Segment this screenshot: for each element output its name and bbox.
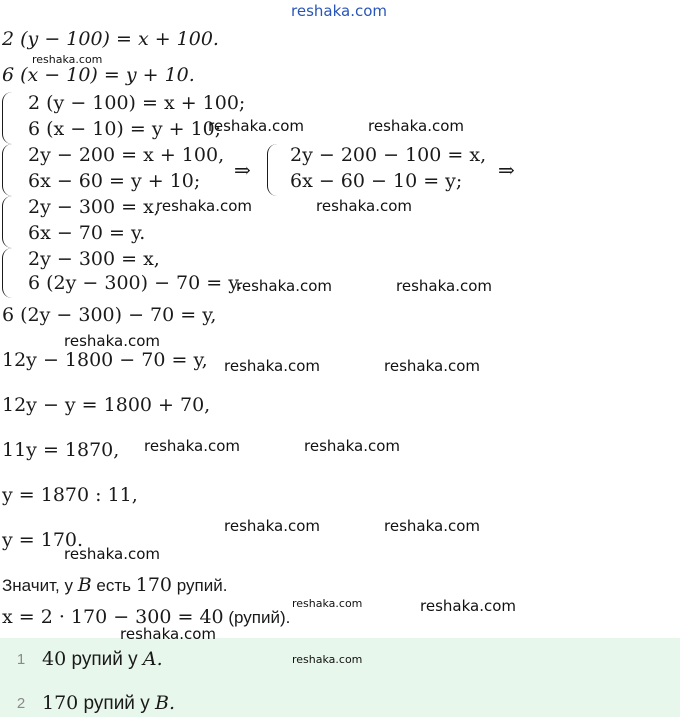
watermark: reshaka.com bbox=[120, 625, 216, 643]
system-5-line-a: 2y − 300 = x, bbox=[28, 248, 160, 270]
answer-number: 1 bbox=[16, 650, 26, 668]
system-4-line-a: 2y − 300 = x, bbox=[28, 196, 160, 218]
system-1-line-a: 2 (y − 100) = x + 100; bbox=[28, 92, 246, 114]
watermark: reshaka.com bbox=[292, 597, 363, 610]
equation-1: 2 (y − 100) = x + 100. bbox=[2, 28, 219, 50]
step-6: y = 170. bbox=[2, 529, 84, 551]
watermark: reshaka.com bbox=[384, 517, 480, 535]
system-3-line-b: 6x − 60 − 10 = y; bbox=[290, 170, 463, 192]
step-5: y = 1870 : 11, bbox=[2, 484, 138, 506]
watermark: reshaka.com bbox=[420, 597, 516, 615]
watermark: reshaka.com bbox=[368, 117, 464, 135]
watermark: reshaka.com bbox=[292, 653, 363, 666]
equation-2: 6 (x − 10) = y + 10. bbox=[2, 64, 195, 86]
watermark: reshaka.com bbox=[304, 437, 400, 455]
answer-number: 2 bbox=[16, 694, 26, 712]
answers-panel bbox=[0, 638, 680, 717]
system-brace bbox=[2, 144, 15, 196]
watermark: reshaka.com bbox=[32, 53, 103, 66]
conclusion-line: Значит, у B есть 170 рупий. bbox=[2, 574, 228, 596]
top-watermark: reshaka.com bbox=[291, 2, 387, 20]
watermark: reshaka.com bbox=[208, 117, 304, 135]
answer-text: 170 рупий у B. bbox=[42, 691, 175, 714]
step-1: 6 (2y − 300) − 70 = y, bbox=[2, 304, 217, 326]
step-3: 12y − y = 1800 + 70, bbox=[2, 394, 211, 416]
watermark: reshaka.com bbox=[316, 197, 412, 215]
system-3-line-a: 2y − 200 − 100 = x, bbox=[290, 144, 487, 166]
system-2-line-a: 2y − 200 = x + 100, bbox=[28, 144, 225, 166]
watermark: reshaka.com bbox=[384, 357, 480, 375]
watermark: reshaka.com bbox=[64, 332, 160, 350]
x-result-line: x = 2 · 170 − 300 = 40 (рупий). bbox=[2, 606, 291, 628]
answer-text: 40 рупий у A. bbox=[42, 647, 163, 670]
watermark: reshaka.com bbox=[224, 517, 320, 535]
system-4-line-b: 6x − 70 = y. bbox=[28, 222, 146, 244]
answer-item bbox=[0, 684, 680, 722]
system-brace bbox=[2, 196, 15, 248]
system-brace bbox=[2, 248, 15, 298]
step-4: 11y = 1870, bbox=[2, 439, 120, 461]
watermark: reshaka.com bbox=[236, 277, 332, 295]
watermark: reshaka.com bbox=[64, 545, 160, 563]
watermark: reshaka.com bbox=[396, 277, 492, 295]
watermark: reshaka.com bbox=[224, 357, 320, 375]
implies-arrow: ⇒ bbox=[498, 158, 515, 182]
system-5-line-b: 6 (2y − 300) − 70 = y. bbox=[28, 272, 243, 294]
watermark: reshaka.com bbox=[156, 197, 252, 215]
step-2: 12y − 1800 − 70 = y, bbox=[2, 349, 208, 371]
watermark: reshaka.com bbox=[144, 437, 240, 455]
system-brace bbox=[267, 144, 280, 196]
system-brace bbox=[2, 92, 15, 144]
implies-arrow: ⇒ bbox=[234, 158, 251, 182]
system-2-line-b: 6x − 60 = y + 10; bbox=[28, 170, 201, 192]
system-1-line-b: 6 (x − 10) = y + 10; bbox=[28, 118, 222, 140]
